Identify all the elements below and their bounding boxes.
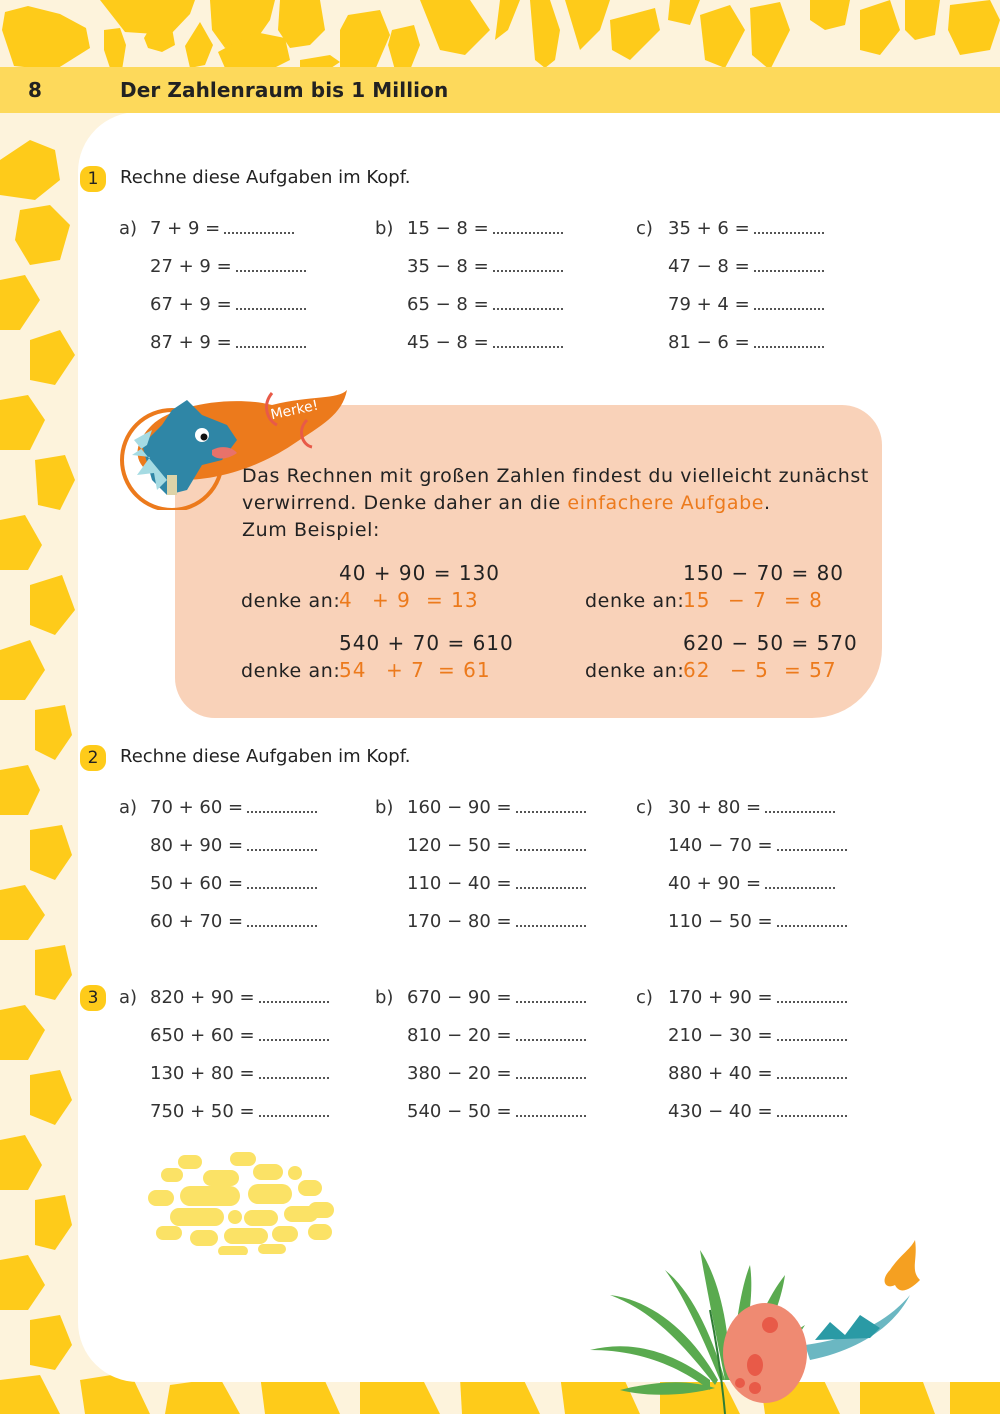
equation-text: 27 + 9 = [150, 256, 232, 277]
equation-row [150, 797, 317, 818]
equation-row [407, 294, 563, 315]
equation-row [668, 873, 835, 894]
equation-text: 160 − 90 = [407, 797, 512, 818]
equation-row [407, 256, 563, 277]
answer-blank[interactable] [493, 218, 563, 234]
merke-banner-label: Merke! [269, 397, 320, 424]
example-hint-result: = 13 [426, 588, 479, 612]
equation-row [668, 294, 824, 315]
answer-blank[interactable] [516, 987, 586, 1003]
equation-row [150, 1063, 329, 1084]
equation-text: 81 − 6 = [668, 332, 750, 353]
equation-text: 35 + 6 = [668, 218, 750, 239]
answer-blank[interactable] [777, 1101, 847, 1117]
equation-row [407, 873, 586, 894]
equation-text: 210 − 30 = [668, 1025, 773, 1046]
plant-egg-dragon-tail-illustration [590, 1240, 930, 1414]
merke-text-line2-post: . [764, 492, 771, 514]
example-hint-num: 15 [683, 588, 711, 612]
answer-blank[interactable] [777, 911, 847, 927]
equation-row [150, 873, 317, 894]
equation-row [407, 797, 586, 818]
answer-blank[interactable] [247, 797, 317, 813]
equation-text: 110 − 50 = [668, 911, 773, 932]
answer-blank[interactable] [516, 1063, 586, 1079]
think-label: denke an: [241, 590, 341, 612]
equation-row [407, 835, 586, 856]
chapter-title: Der Zahlenraum bis 1 Million [120, 78, 449, 102]
equation-text: 380 − 20 = [407, 1063, 512, 1084]
answer-blank[interactable] [516, 797, 586, 813]
equation-text: 67 + 9 = [150, 294, 232, 315]
equation-row [668, 987, 847, 1008]
equation-row [407, 218, 563, 239]
equation-text: 750 + 50 = [150, 1101, 255, 1122]
example-hint-op: − 5 [730, 658, 769, 682]
task-number-badge: 2 [80, 745, 106, 771]
equation-row [668, 1063, 847, 1084]
equation-text: 87 + 9 = [150, 332, 232, 353]
equation-text: 430 − 40 = [668, 1101, 773, 1122]
think-label: denke an: [241, 660, 341, 682]
merke-text-line3: Zum Beispiel: [242, 519, 381, 541]
equation-row [150, 911, 317, 932]
equation-row [668, 332, 824, 353]
answer-blank[interactable] [765, 873, 835, 889]
think-label: denke an: [585, 590, 685, 612]
equation-text: 880 + 40 = [668, 1063, 773, 1084]
equation-text: 650 + 60 = [150, 1025, 255, 1046]
task-number-badge: 1 [80, 166, 106, 192]
equation-text: 47 − 8 = [668, 256, 750, 277]
equation-row [668, 218, 824, 239]
example-hint-num: 4 [339, 588, 353, 612]
answer-blank[interactable] [754, 332, 824, 348]
example-task: 540 + 70 = 610 [339, 631, 514, 655]
page-number: 8 [28, 78, 42, 102]
equation-row [150, 218, 294, 239]
column-label-c: c) [636, 987, 653, 1008]
equation-row [668, 1101, 847, 1122]
equation-row [407, 1101, 586, 1122]
equation-text: 170 + 90 = [668, 987, 773, 1008]
answer-blank[interactable] [224, 218, 294, 234]
example-hint-op: + 7 [386, 658, 425, 682]
answer-blank[interactable] [236, 294, 306, 310]
answer-blank[interactable] [777, 987, 847, 1003]
column-label-a: a) [119, 797, 138, 818]
answer-blank[interactable] [754, 256, 824, 272]
answer-blank[interactable] [516, 911, 586, 927]
column-label-a: a) [119, 218, 138, 239]
equation-text: 110 − 40 = [407, 873, 512, 894]
equation-text: 70 + 60 = [150, 797, 244, 818]
equation-row [150, 987, 329, 1008]
equation-text: 65 − 8 = [407, 294, 489, 315]
equation-text: 35 − 8 = [407, 256, 489, 277]
answer-blank[interactable] [754, 294, 824, 310]
equation-row [150, 1025, 329, 1046]
answer-blank[interactable] [777, 1063, 847, 1079]
answer-blank[interactable] [765, 797, 835, 813]
example-hint-op: − 7 [728, 588, 767, 612]
equation-text: 15 − 8 = [407, 218, 489, 239]
column-label-a: a) [119, 987, 138, 1008]
example-hint-op: + 9 [372, 588, 411, 612]
answer-blank[interactable] [259, 1101, 329, 1117]
example-hint-result: = 57 [784, 658, 837, 682]
example-task: 620 − 50 = 570 [683, 631, 858, 655]
example-hint-num: 62 [683, 658, 711, 682]
equation-row [407, 332, 563, 353]
answer-blank[interactable] [247, 911, 317, 927]
answer-blank[interactable] [236, 256, 306, 272]
column-label-c: c) [636, 797, 653, 818]
column-label-b: b) [375, 987, 394, 1008]
merke-highlight: einfachere Aufgabe [567, 492, 765, 514]
equation-text: 170 − 80 = [407, 911, 512, 932]
answer-blank[interactable] [493, 256, 563, 272]
equation-row [407, 1025, 586, 1046]
column-label-c: c) [636, 218, 653, 239]
yellow-spots-decoration [148, 1150, 338, 1255]
example-hint-result: = 8 [784, 588, 823, 612]
equation-text: 140 − 70 = [668, 835, 773, 856]
equation-row [668, 1025, 847, 1046]
equation-text: 820 + 90 = [150, 987, 255, 1008]
answer-blank[interactable] [247, 873, 317, 889]
merke-text-line2 [242, 492, 771, 514]
equation-text: 30 + 80 = [668, 797, 762, 818]
example-task: 40 + 90 = 130 [339, 561, 501, 585]
task-number-badge: 3 [80, 985, 106, 1011]
equation-text: 50 + 60 = [150, 873, 244, 894]
equation-row [668, 797, 835, 818]
answer-blank[interactable] [516, 835, 586, 851]
answer-blank[interactable] [259, 1025, 329, 1041]
equation-row [668, 911, 847, 932]
equation-text: 810 − 20 = [407, 1025, 512, 1046]
answer-blank[interactable] [236, 332, 306, 348]
equation-text: 130 + 80 = [150, 1063, 255, 1084]
answer-blank[interactable] [777, 1025, 847, 1041]
merke-text-line2-pre: verwirrend. Denke daher an die [242, 492, 568, 514]
equation-text: 120 − 50 = [407, 835, 512, 856]
equation-row [407, 987, 586, 1008]
answer-blank[interactable] [516, 873, 586, 889]
answer-blank[interactable] [516, 1025, 586, 1041]
answer-blank[interactable] [516, 1101, 586, 1117]
equation-text: 80 + 90 = [150, 835, 244, 856]
merke-text-line1: Das Rechnen mit großen Zahlen findest du vielleicht zunächst [242, 465, 869, 487]
equation-row [150, 332, 306, 353]
equation-row [407, 1063, 586, 1084]
equation-row [150, 1101, 329, 1122]
equation-text: 40 + 90 = [668, 873, 762, 894]
think-label: denke an: [585, 660, 685, 682]
example-hint-num: 54 [339, 658, 367, 682]
task-title: Rechne diese Aufgaben im Kopf. [120, 746, 411, 767]
example-hint-result: = 61 [438, 658, 491, 682]
equation-row [150, 256, 306, 277]
answer-blank[interactable] [754, 218, 824, 234]
equation-row [150, 294, 306, 315]
equation-text: 60 + 70 = [150, 911, 244, 932]
answer-blank[interactable] [259, 987, 329, 1003]
equation-text: 670 − 90 = [407, 987, 512, 1008]
answer-blank[interactable] [247, 835, 317, 851]
equation-text: 540 − 50 = [407, 1101, 512, 1122]
example-task: 150 − 70 = 80 [683, 561, 845, 585]
equation-row [407, 911, 586, 932]
answer-blank[interactable] [493, 332, 563, 348]
equation-row [150, 835, 317, 856]
task-title: Rechne diese Aufgaben im Kopf. [120, 167, 411, 188]
equation-text: 45 − 8 = [407, 332, 489, 353]
answer-blank[interactable] [493, 294, 563, 310]
equation-text: 7 + 9 = [150, 218, 221, 239]
equation-text: 79 + 4 = [668, 294, 750, 315]
column-label-b: b) [375, 218, 394, 239]
answer-blank[interactable] [777, 835, 847, 851]
equation-row [668, 835, 847, 856]
column-label-b: b) [375, 797, 394, 818]
equation-row [668, 256, 824, 277]
answer-blank[interactable] [259, 1063, 329, 1079]
